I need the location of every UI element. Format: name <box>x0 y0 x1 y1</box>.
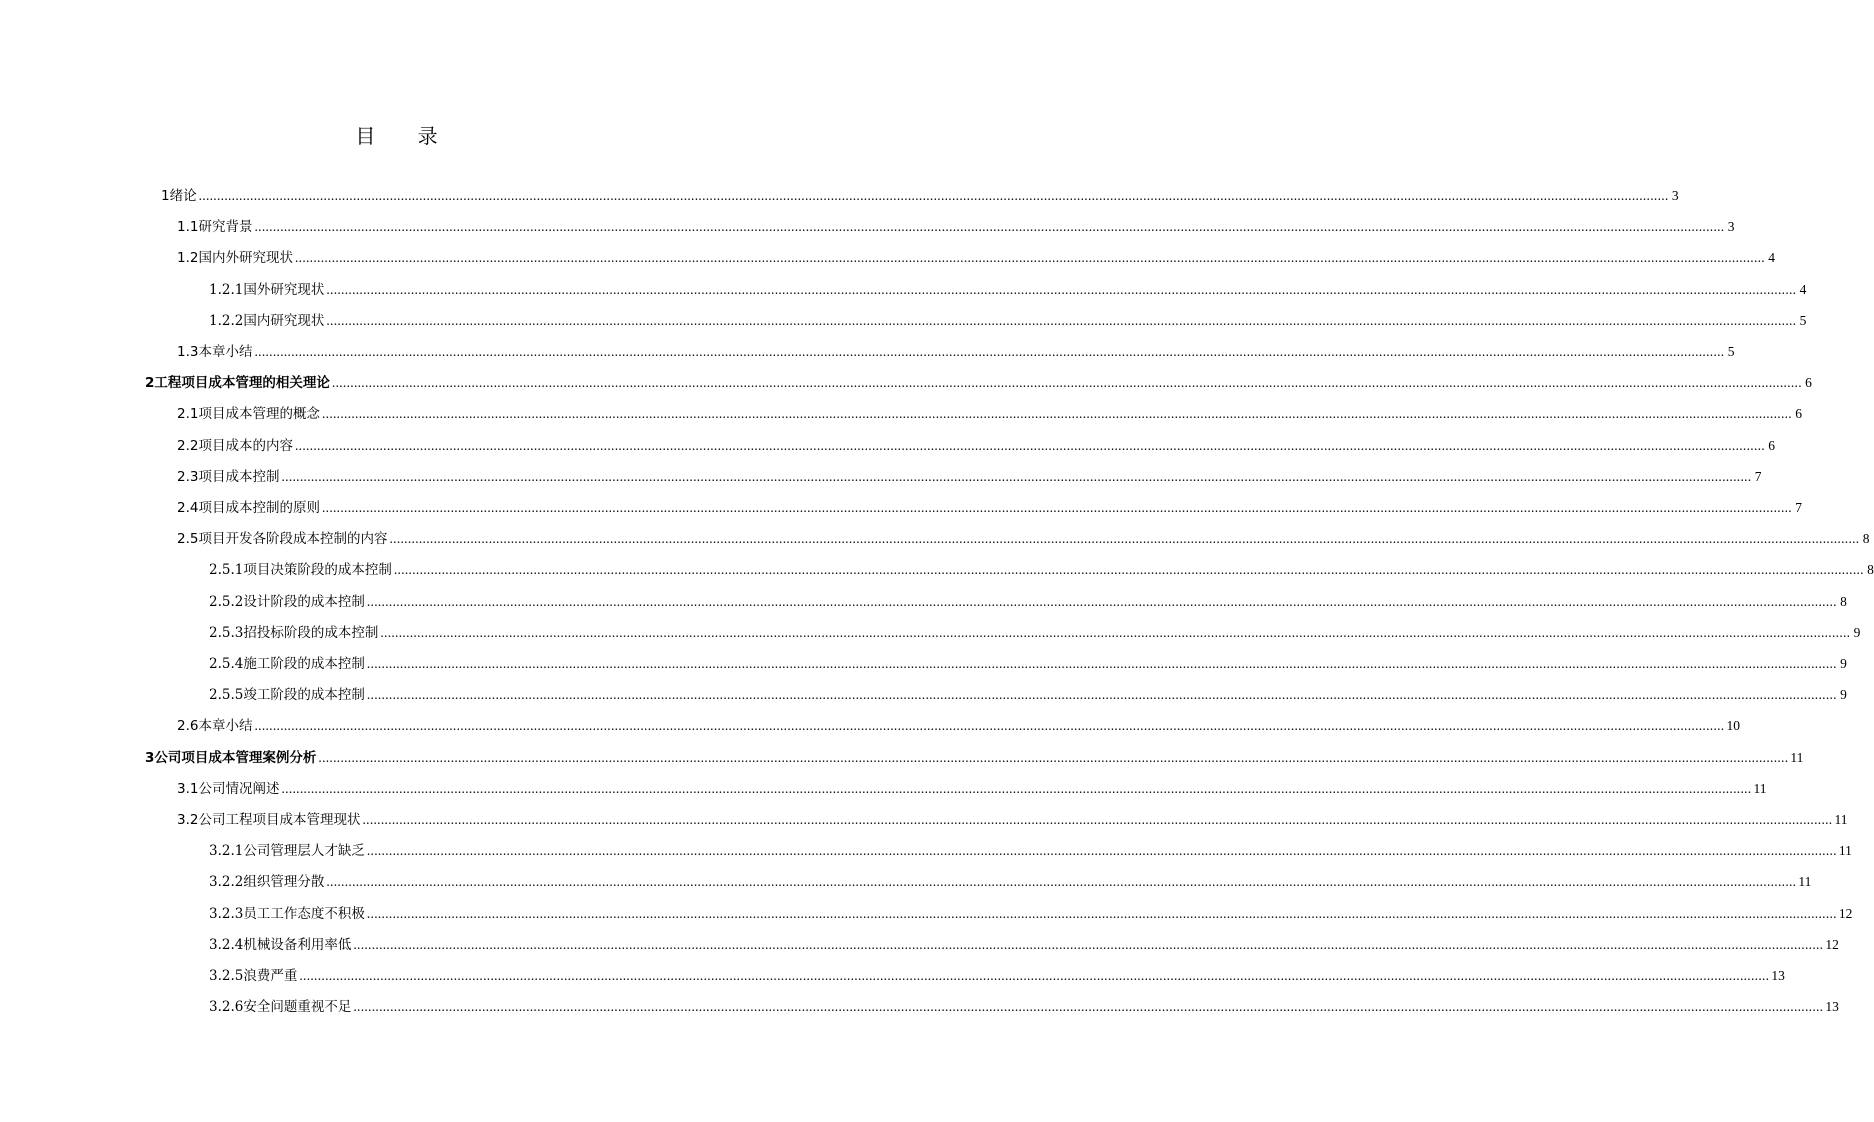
toc-entry[interactable] <box>177 467 1762 487</box>
toc-entry-label: 本章小结 <box>198 718 253 734</box>
toc-entry[interactable] <box>161 186 1679 206</box>
toc-dot-leader: ................................................................................................................................................................................................................................................................................................................................................................................................................ <box>254 718 1725 733</box>
toc-entry[interactable] <box>177 342 1735 362</box>
toc-dot-leader: ................................................................................................................................................................................................................................................................................................................................................................................................................ <box>294 438 1765 453</box>
toc-entry-number: 2.5.2 <box>209 594 244 610</box>
toc-entry-number: 1.2 <box>177 250 199 266</box>
toc-dot-leader: ................................................................................................................................................................................................................................................................................................................................................................................................................ <box>254 344 1725 359</box>
toc-entry[interactable] <box>177 404 1802 424</box>
toc-dot-leader: ................................................................................................................................................................................................................................................................................................................................................................................................................ <box>321 406 1792 421</box>
toc-entry-page: 5 <box>1799 313 1807 328</box>
toc-entry-page: 11 <box>1798 874 1812 889</box>
toc-entry-number: 1.3 <box>177 344 199 360</box>
toc-entry-label: 项目开发各阶段成本控制的内容 <box>198 531 388 547</box>
toc-entry-number: 2.5.1 <box>209 562 244 578</box>
toc-entry[interactable] <box>209 280 1807 300</box>
toc-entry-number: 1.2.2 <box>209 313 244 329</box>
toc-entry-page: 4 <box>1768 250 1775 265</box>
toc-entry-number: 2.5.4 <box>209 656 244 672</box>
toc-entry[interactable] <box>209 685 1847 705</box>
toc-entry-page: 9 <box>1840 656 1847 671</box>
toc-entry-page: 13 <box>1771 968 1785 983</box>
toc-entry-label: 项目成本控制 <box>198 469 280 485</box>
toc-entry[interactable] <box>177 779 1767 799</box>
toc-dot-leader: ................................................................................................................................................................................................................................................................................................................................................................................................................ <box>326 313 1797 328</box>
toc-entry-page: 8 <box>1862 531 1870 546</box>
toc-entry[interactable] <box>209 592 1847 612</box>
toc-entry-page: 13 <box>1825 999 1839 1014</box>
toc-entry-page: 5 <box>1727 344 1735 359</box>
toc-dot-leader: ................................................................................................................................................................................................................................................................................................................................................................................................................ <box>366 906 1837 921</box>
toc-entry-number: 3.2 <box>177 812 199 828</box>
toc-dot-leader: ................................................................................................................................................................................................................................................................................................................................................................................................................ <box>254 219 1725 234</box>
toc-dot-leader: ................................................................................................................................................................................................................................................................................................................................................................................................................ <box>389 531 1860 546</box>
toc-dot-leader: ................................................................................................................................................................................................................................................................................................................................................................................................................ <box>326 282 1797 297</box>
toc-entry-number: 3 <box>145 750 155 766</box>
toc-entry-page: 6 <box>1768 438 1775 453</box>
toc-entry-label: 公司工程项目成本管理现状 <box>198 812 361 828</box>
toc-entry-page: 12 <box>1838 906 1853 921</box>
toc-entry-number: 3.2.1 <box>209 843 244 859</box>
toc-entry-number: 2.3 <box>177 469 199 485</box>
toc-entry-label: 本章小结 <box>198 344 253 360</box>
toc-entry-number: 2.5.3 <box>209 625 244 641</box>
toc-entry[interactable] <box>209 623 1861 643</box>
toc-entry-page: 7 <box>1754 469 1762 484</box>
toc-entry-label: 工程项目成本管理的相关理论 <box>154 375 330 391</box>
toc-dot-leader: ................................................................................................................................................................................................................................................................................................................................................................................................................ <box>393 562 1864 577</box>
toc-entry-number: 1.2.1 <box>209 282 244 298</box>
toc-dot-leader: ................................................................................................................................................................................................................................................................................................................................................................................................................ <box>321 500 1792 515</box>
toc-entry[interactable] <box>145 373 1812 393</box>
toc-dot-leader: ................................................................................................................................................................................................................................................................................................................................................................................................................ <box>366 594 1837 609</box>
toc-entry-number: 2.6 <box>177 718 199 734</box>
toc-dot-leader: ................................................................................................................................................................................................................................................................................................................................................................................................................ <box>318 750 1789 765</box>
toc-entry-page: 6 <box>1795 406 1802 421</box>
toc-entry[interactable] <box>209 311 1807 331</box>
toc-dot-leader: ................................................................................................................................................................................................................................................................................................................................................................................................................ <box>380 625 1851 640</box>
toc-entry-page: 6 <box>1805 375 1812 390</box>
toc-entry-page: 3 <box>1671 188 1679 203</box>
toc-entry-label: 施工阶段的成本控制 <box>243 656 365 672</box>
toc-entry-label: 机械设备利用率低 <box>243 937 352 953</box>
toc-entry-page: 8 <box>1840 594 1847 609</box>
toc-entry-label: 公司管理层人才缺乏 <box>243 843 365 859</box>
toc-entry[interactable] <box>209 966 1785 986</box>
toc-entry-number: 3.2.2 <box>209 874 244 890</box>
toc-entry-page: 11 <box>1834 812 1848 827</box>
toc-entry-label: 项目成本的内容 <box>198 438 293 454</box>
toc-entry[interactable] <box>177 498 1802 518</box>
toc-entry-number: 1.1 <box>177 219 199 235</box>
toc-entry-number: 1 <box>161 188 170 204</box>
toc-title: 目 录 <box>355 124 456 148</box>
toc-entry-page: 7 <box>1795 500 1802 515</box>
toc-entry[interactable] <box>209 904 1853 924</box>
toc-dot-leader: ................................................................................................................................................................................................................................................................................................................................................................................................................ <box>281 469 1752 484</box>
toc-entry-label: 项目成本管理的概念 <box>198 406 320 422</box>
toc-entry[interactable] <box>177 436 1775 456</box>
toc-entry[interactable] <box>209 935 1839 955</box>
toc-entry[interactable] <box>177 529 1870 549</box>
toc-entry-label: 浪费严重 <box>243 968 298 984</box>
toc-entry-label: 公司情况阐述 <box>198 781 280 797</box>
toc-entry-label: 国内外研究现状 <box>198 250 293 266</box>
toc-dot-leader: ................................................................................................................................................................................................................................................................................................................................................................................................................ <box>198 188 1669 203</box>
toc-entry-label: 竣工阶段的成本控制 <box>243 687 365 703</box>
toc-entry-page: 9 <box>1840 687 1847 702</box>
toc-entry-label: 设计阶段的成本控制 <box>243 594 365 610</box>
toc-entry-page: 4 <box>1799 282 1807 297</box>
toc-entry-number: 3.2.6 <box>209 999 244 1015</box>
toc-entry-label: 组织管理分散 <box>243 874 325 890</box>
toc-entry-page: 10 <box>1726 718 1740 733</box>
toc-dot-leader: ................................................................................................................................................................................................................................................................................................................................................................................................................ <box>362 812 1833 827</box>
toc-entry-label: 项目决策阶段的成本控制 <box>243 562 392 578</box>
toc-entry-label: 项目成本控制的原则 <box>198 500 320 516</box>
toc-entry[interactable] <box>209 997 1839 1017</box>
toc-entry-page: 11 <box>1790 750 1804 765</box>
toc-entry-number: 2.2 <box>177 438 199 454</box>
toc-entry-label: 员工工作态度不积极 <box>243 906 365 922</box>
toc-entry[interactable] <box>209 654 1847 674</box>
toc-dot-leader: ................................................................................................................................................................................................................................................................................................................................................................................................................ <box>366 843 1837 858</box>
toc-entry-number: 2.5.5 <box>209 687 244 703</box>
toc-entry-page: 12 <box>1825 937 1839 952</box>
toc-dot-leader: ................................................................................................................................................................................................................................................................................................................................................................................................................ <box>281 781 1752 796</box>
toc-entry-label: 研究背景 <box>198 219 253 235</box>
toc-entry-page: 11 <box>1838 843 1852 858</box>
toc-dot-leader: ................................................................................................................................................................................................................................................................................................................................................................................................................ <box>326 874 1797 889</box>
toc-entry[interactable] <box>177 716 1740 736</box>
toc-entry-label: 招投标阶段的成本控制 <box>243 625 379 641</box>
toc-entry[interactable] <box>209 560 1874 580</box>
toc-dot-leader: ................................................................................................................................................................................................................................................................................................................................................................................................................ <box>353 999 1824 1014</box>
toc-entry-number: 2 <box>145 375 155 391</box>
toc-entry-number: 3.2.5 <box>209 968 244 984</box>
toc-dot-leader: ................................................................................................................................................................................................................................................................................................................................................................................................................ <box>299 968 1770 983</box>
toc-entry-number: 2.1 <box>177 406 199 422</box>
toc-entry-number: 2.4 <box>177 500 199 516</box>
toc-entry[interactable] <box>177 248 1775 268</box>
toc-entry-label: 公司项目成本管理案例分析 <box>154 750 317 766</box>
toc-entry-number: 2.5 <box>177 531 199 547</box>
toc-dot-leader: ................................................................................................................................................................................................................................................................................................................................................................................................................ <box>294 250 1765 265</box>
toc-entry-page: 3 <box>1727 219 1735 234</box>
toc-dot-leader: ................................................................................................................................................................................................................................................................................................................................................................................................................ <box>366 687 1837 702</box>
toc-entry-label: 绪论 <box>169 188 197 204</box>
toc-entry-label: 国内研究现状 <box>243 313 325 329</box>
toc-entry-number: 3.2.3 <box>209 906 244 922</box>
toc-entry[interactable] <box>145 748 1804 768</box>
toc-entry-label: 安全问题重视不足 <box>243 999 352 1015</box>
toc-dot-leader: ................................................................................................................................................................................................................................................................................................................................................................................................................ <box>331 375 1802 390</box>
toc-entry[interactable] <box>177 217 1735 237</box>
toc-entry-page: 8 <box>1867 562 1874 577</box>
toc-entry-label: 国外研究现状 <box>243 282 325 298</box>
toc-entry-page: 9 <box>1853 625 1861 640</box>
toc-entry-page: 11 <box>1753 781 1767 796</box>
toc-entry[interactable] <box>177 810 1848 830</box>
toc-entry[interactable] <box>209 841 1852 861</box>
toc-entry-number: 3.1 <box>177 781 199 797</box>
toc-dot-leader: ................................................................................................................................................................................................................................................................................................................................................................................................................ <box>366 656 1837 671</box>
toc-dot-leader: ................................................................................................................................................................................................................................................................................................................................................................................................................ <box>353 937 1824 952</box>
toc-entry[interactable] <box>209 872 1812 892</box>
toc-entry-number: 3.2.4 <box>209 937 244 953</box>
